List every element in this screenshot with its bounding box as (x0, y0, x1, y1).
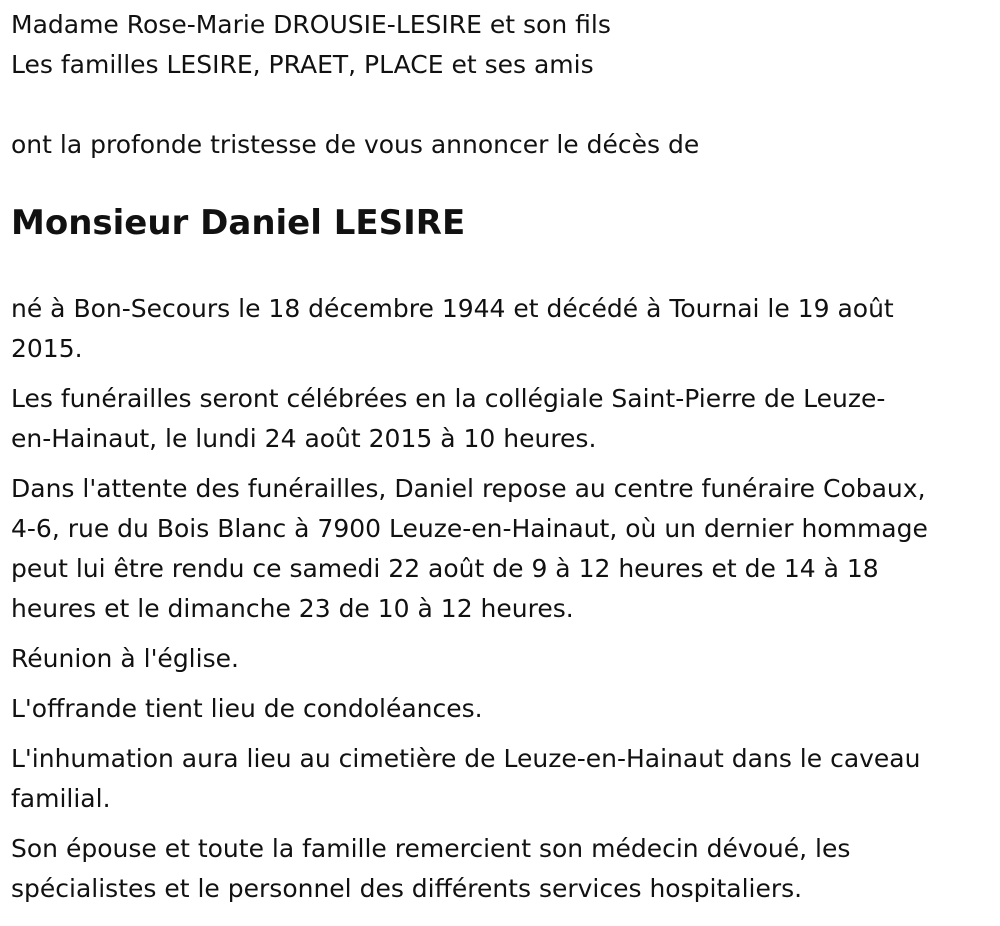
paragraph-line: heures et le dimanche 23 de 10 à 12 heures. (11, 594, 574, 623)
announcement (11, 125, 991, 165)
paragraph-line: Son épouse et toute la famille remercient son médecin dévoué, les (11, 834, 851, 863)
family-line-1: Madame Rose-Marie DROUSIE-LESIRE et son fils (11, 10, 611, 39)
obituary-notice (11, 0, 991, 919)
burial-paragraph (11, 739, 991, 819)
paragraph-line: Les funérailles seront célébrées en la collégiale Saint-Pierre de Leuze- (11, 384, 886, 413)
offering-paragraph (11, 689, 991, 729)
paragraph-line: L'offrande tient lieu de condoléances. (11, 694, 483, 723)
paragraph-line: peut lui être rendu ce samedi 22 août de 9 à 12 heures et de 14 à 18 (11, 554, 879, 583)
spacer (11, 85, 991, 125)
paragraph-line: spécialistes et le personnel des différents services hospitaliers. (11, 874, 803, 903)
announcement-text: ont la profonde tristesse de vous annoncer le décès de (11, 130, 700, 159)
birth-death-paragraph (11, 289, 991, 369)
paragraph-line: né à Bon-Secours le 18 décembre 1944 et décédé à Tournai le 19 août (11, 294, 894, 323)
paragraph-line: Dans l'attente des funérailles, Daniel repose au centre funéraire Cobaux, (11, 474, 926, 503)
paragraph-line: familial. (11, 784, 111, 813)
viewing-paragraph (11, 469, 991, 629)
paragraph-line: 4-6, rue du Bois Blanc à 7900 Leuze-en-Hainaut, où un dernier hommage (11, 514, 928, 543)
funeral-paragraph (11, 379, 991, 459)
family-header (11, 5, 991, 85)
paragraph-line: L'inhumation aura lieu au cimetière de Leuze-en-Hainaut dans le caveau (11, 744, 921, 773)
deceased-name: Monsieur Daniel LESIRE (11, 203, 466, 243)
paragraph-line: 2015. (11, 334, 83, 363)
paragraph-line: en-Hainaut, le lundi 24 août 2015 à 10 heures. (11, 424, 597, 453)
meeting-paragraph (11, 639, 991, 679)
paragraph-line: Réunion à l'église. (11, 644, 239, 673)
thanks-paragraph (11, 829, 991, 909)
family-line-2: Les familles LESIRE, PRAET, PLACE et ses amis (11, 50, 594, 79)
